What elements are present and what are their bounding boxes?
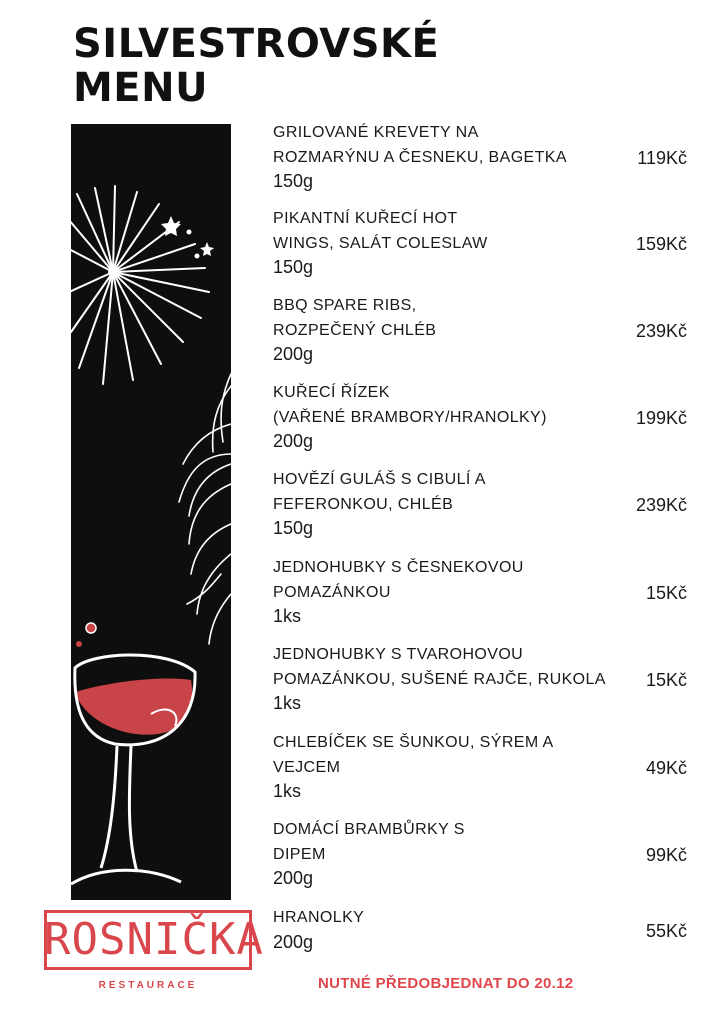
item-name-line2: (VAŘENÉ BRAMBORY/HRANOLKY) <box>273 408 547 426</box>
menu-title-line2: MENU <box>73 65 209 111</box>
item-price: 49Kč <box>645 758 687 778</box>
palm-leaves-icon <box>179 374 231 644</box>
item-price: 15Kč <box>645 670 687 690</box>
item-name-line1: PIKANTNÍ KUŘECÍ HOT <box>273 210 458 227</box>
menu-item <box>273 906 689 953</box>
preorder-notice: NUTNÉ PŘEDOBJEDNAT DO 20.12 <box>318 975 574 992</box>
item-weight: 150g <box>273 257 314 277</box>
item-weight: 200g <box>273 868 314 888</box>
item-name-line2: VEJCEM <box>273 758 341 776</box>
item-name-line2: POMAZÁNKOU <box>273 583 391 601</box>
item-name-line1: GRILOVANÉ KREVETY NA <box>273 124 479 141</box>
item-name <box>273 381 613 430</box>
menu-item <box>273 468 689 539</box>
item-name <box>273 121 613 170</box>
logo-name: ROSNIČKA <box>44 914 264 965</box>
item-name-line1: DOMÁCÍ BRAMBŮRKY S <box>273 821 465 838</box>
item-name <box>273 818 613 867</box>
menu-item <box>273 381 689 452</box>
item-price: 15Kč <box>645 583 687 603</box>
item-name-line2: ROZMARÝNU A ČESNEKU, BAGETKA <box>273 148 567 166</box>
item-weight: 200g <box>273 344 314 364</box>
menu-item <box>273 731 689 802</box>
item-name-line2: DIPEM <box>273 845 326 863</box>
item-price: 239Kč <box>635 321 687 341</box>
menu-item <box>273 643 689 714</box>
item-name-line1: JEDNOHUBKY S TVAROHOVOU <box>273 646 524 663</box>
item-name <box>273 468 613 517</box>
menu-item <box>273 818 689 889</box>
item-name-line1: HRANOLKY <box>273 909 365 926</box>
item-name <box>273 731 613 780</box>
restaurant-logo <box>44 910 264 994</box>
item-weight: 200g <box>273 431 314 451</box>
item-weight: 200g <box>273 931 314 952</box>
menu-item <box>273 556 689 627</box>
item-name-line2: ROZPEČENÝ CHLÉB <box>273 321 437 339</box>
item-weight: 1ks <box>273 693 302 713</box>
item-weight: 150g <box>273 518 314 538</box>
menu-item <box>273 121 689 192</box>
menu-title <box>73 22 439 110</box>
item-name-line2: POMAZÁNKOU, SUŠENÉ RAJČE, RUKOLA <box>273 670 606 688</box>
item-price: 159Kč <box>635 234 687 254</box>
item-price: 199Kč <box>635 408 687 428</box>
item-name-line1: KUŘECÍ ŘÍZEK <box>273 384 390 401</box>
menu-title-line1: SILVESTROVSKÉ <box>73 21 440 67</box>
item-name-line1: BBQ SPARE RIBS, <box>273 297 417 314</box>
menu-item <box>273 294 689 365</box>
item-weight: 1ks <box>273 606 302 626</box>
item-name <box>273 207 613 256</box>
menu-item <box>273 207 689 278</box>
cocktail-glass-icon <box>71 623 195 884</box>
decorative-art-panel <box>71 124 231 900</box>
item-name-line2: FEFERONKOU, CHLÉB <box>273 495 454 513</box>
item-name <box>273 906 613 931</box>
item-name <box>273 294 613 343</box>
item-weight: 1ks <box>273 781 302 801</box>
item-price: 119Kč <box>637 148 687 168</box>
item-name-line1: CHLEBÍČEK SE ŠUNKOU, SÝREM A <box>273 734 554 751</box>
item-weight: 150g <box>273 171 314 191</box>
fireworks-icon <box>71 186 214 384</box>
item-price: 55Kč <box>645 921 687 941</box>
item-name-line1: HOVĚZÍ GULÁŠ S CIBULÍ A <box>273 471 486 488</box>
item-price: 99Kč <box>645 845 687 865</box>
item-name <box>273 556 613 605</box>
item-price: 239Kč <box>635 495 687 515</box>
item-name-line2: WINGS, SALÁT COLESLAW <box>273 234 488 252</box>
item-name <box>273 643 613 692</box>
logo-subtitle: RESTAURACE <box>98 980 198 991</box>
item-name-line1: JEDNOHUBKY S ČESNEKOVOU <box>273 559 524 576</box>
